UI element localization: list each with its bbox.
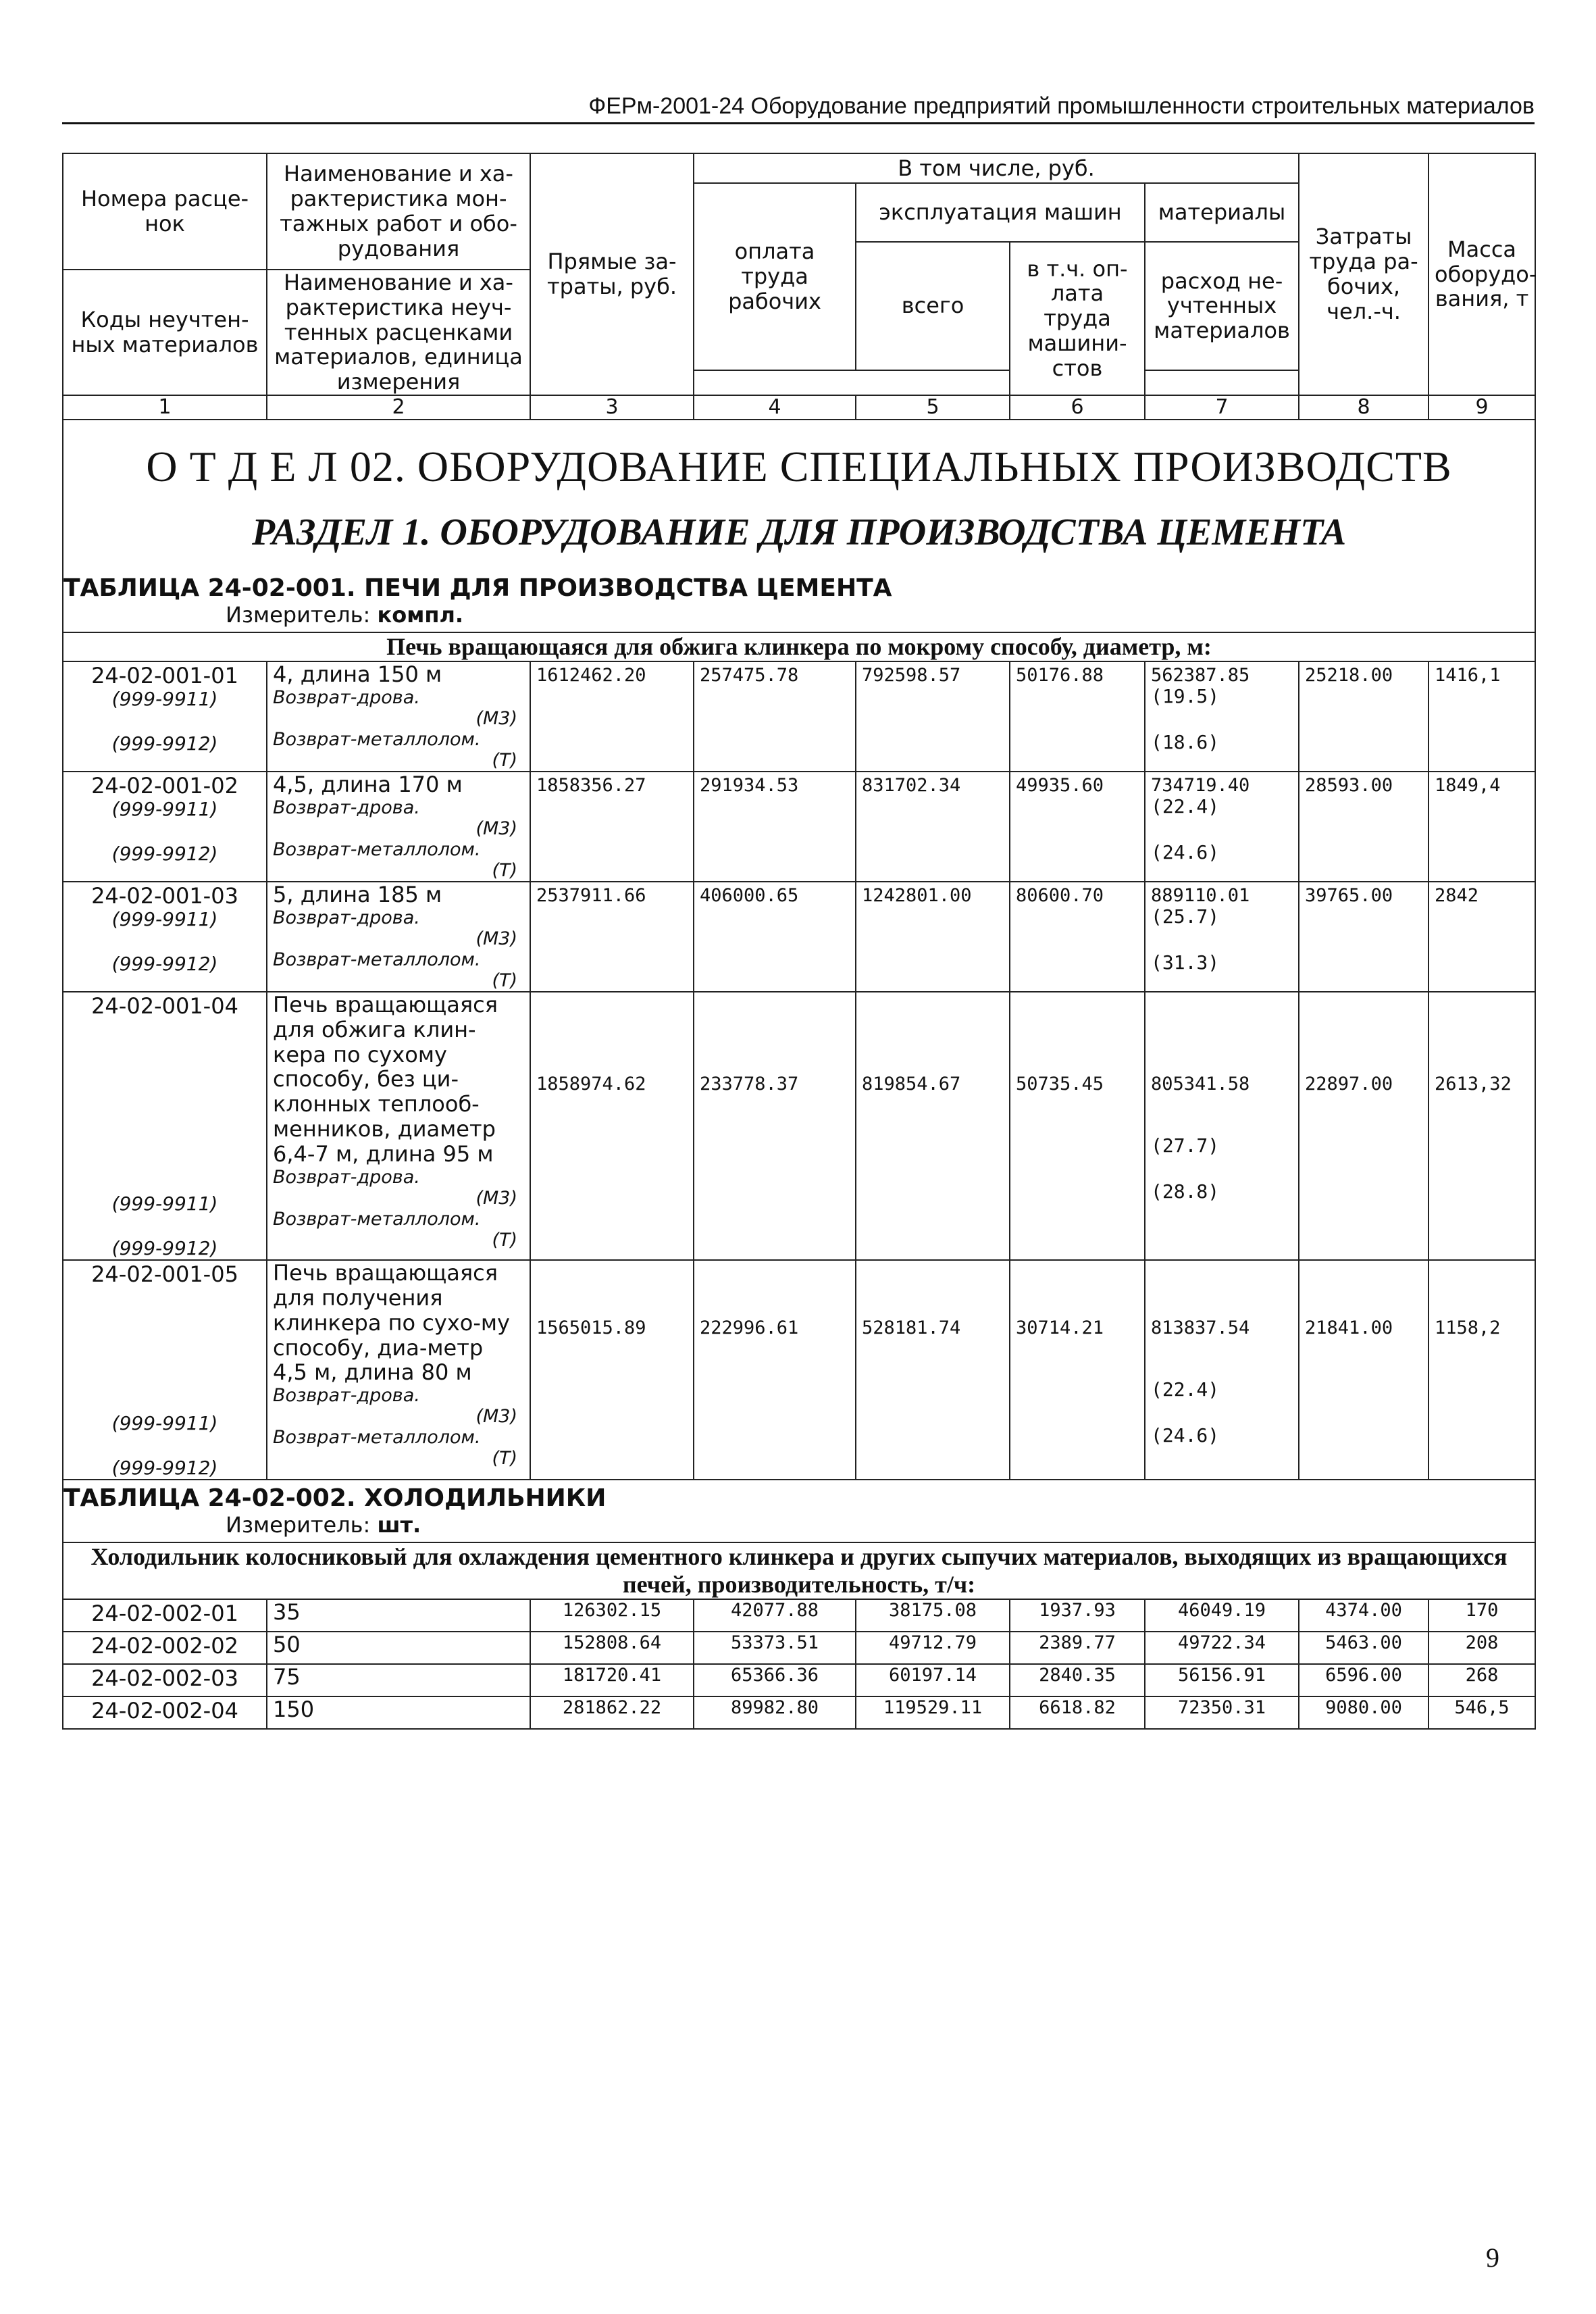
header-material-codes: Коды неучтен-ных материалов bbox=[63, 270, 267, 395]
value-c9: 2842 bbox=[1428, 882, 1535, 992]
rate-name: Печь вращающаяся для получения клинкера по сухо-му способу, диа-метр 4,5 м, длина 80 м bbox=[273, 1260, 510, 1386]
value-c5: 49712.79 bbox=[856, 1632, 1010, 1664]
rate-code: 24-02-002-02 bbox=[63, 1632, 267, 1664]
value-c5: 528181.74 bbox=[856, 1260, 1010, 1480]
value-c4: 222996.61 bbox=[694, 1260, 856, 1480]
razdel-title: РАЗДЕЛ 1. ОБОРУДОВАНИЕ ДЛЯ ПРОИЗВОДСТВА ЦЕМЕНТА bbox=[251, 511, 1347, 554]
header-materials: материалы bbox=[1145, 183, 1299, 242]
rate-row bbox=[63, 772, 1535, 882]
material-name: Возврат-дрова. bbox=[273, 1385, 420, 1407]
rate-name-cell bbox=[267, 882, 530, 992]
material-qty: (28.8) bbox=[1151, 1180, 1220, 1203]
value-c8: 22897.00 bbox=[1299, 992, 1428, 1260]
rate-row bbox=[63, 1696, 1535, 1729]
column-number: 2 bbox=[267, 395, 530, 420]
value-c7: 734719.40 bbox=[1151, 775, 1250, 797]
header-material-name: Наименование и ха-рактеристика неуч-тенных расценками материалов, единица измерения bbox=[267, 270, 530, 395]
value-c6: 50735.45 bbox=[1010, 992, 1145, 1260]
value-c8: 5463.00 bbox=[1299, 1632, 1428, 1664]
value-c8: 4374.00 bbox=[1299, 1599, 1428, 1632]
material-qty: (25.7) bbox=[1151, 905, 1220, 928]
value-c6: 30714.21 bbox=[1010, 1260, 1145, 1480]
value-c7: 889110.01 bbox=[1151, 885, 1250, 907]
material-name: Возврат-металлолом. bbox=[273, 949, 481, 970]
column-number: 8 bbox=[1299, 395, 1428, 420]
header-mass: Масса оборудо-вания, т bbox=[1428, 153, 1535, 395]
column-number: 5 bbox=[856, 395, 1010, 420]
header-labor: Затраты труда ра-бочих, чел.-ч. bbox=[1299, 153, 1428, 395]
material-qty: (19.5) bbox=[1151, 685, 1220, 708]
rate-code-cell bbox=[63, 1260, 267, 1480]
value-c9: 208 bbox=[1428, 1632, 1535, 1664]
material-qty: (27.7) bbox=[1151, 1134, 1220, 1157]
material-code: (999-9912) bbox=[111, 953, 218, 975]
rate-name: Печь вращающаяся для обжига клин-кера по сухому способу, без ци-клонных теплооб-менников, диаметр 6,4-7 м, длина 95 м bbox=[273, 992, 498, 1167]
value-c9: 170 bbox=[1428, 1599, 1535, 1632]
value-c4: 89982.80 bbox=[694, 1696, 856, 1729]
material-code: (999-9912) bbox=[111, 1236, 218, 1259]
header-machines: эксплуатация машин bbox=[856, 183, 1145, 242]
rate-name-cell bbox=[267, 992, 530, 1260]
material-qty: (24.6) bbox=[1151, 841, 1220, 864]
value-c4: 53373.51 bbox=[694, 1632, 856, 1664]
value-c9: 2613,32 bbox=[1428, 992, 1535, 1260]
value-c4: 257475.78 bbox=[694, 661, 856, 772]
material-code: (999-9912) bbox=[111, 1457, 218, 1480]
value-c7-cell bbox=[1145, 882, 1299, 992]
value-c8: 39765.00 bbox=[1299, 882, 1428, 992]
material-unit: (М3) bbox=[475, 928, 517, 949]
rate-name: 50 bbox=[267, 1632, 530, 1664]
value-c7-cell bbox=[1145, 992, 1299, 1260]
value-c7-cell bbox=[1145, 661, 1299, 772]
header-rate-numbers: Номера расце-нок bbox=[63, 153, 267, 270]
material-name: Возврат-металлолом. bbox=[273, 1208, 481, 1230]
value-c4: 291934.53 bbox=[694, 772, 856, 882]
material-name: Возврат-металлолом. bbox=[273, 838, 481, 860]
table1-title: ТАБЛИЦА 24-02-001. ПЕЧИ ДЛЯ ПРОИЗВОДСТВА ЦЕМЕНТА bbox=[63, 574, 892, 603]
value-c5: 819854.67 bbox=[856, 992, 1010, 1260]
rate-name-cell bbox=[267, 1260, 530, 1480]
column-number: 7 bbox=[1145, 395, 1299, 420]
rate-code-cell bbox=[63, 992, 267, 1260]
material-name: Возврат-дрова. bbox=[273, 797, 420, 818]
value-c3: 126302.15 bbox=[530, 1599, 694, 1632]
value-c5: 60197.14 bbox=[856, 1664, 1010, 1696]
table1-group-title: Печь вращающаяся для обжига клинкера по мокрому способу, диаметр, м: bbox=[63, 632, 1535, 661]
value-c9: 1416,1 bbox=[1428, 661, 1535, 772]
value-c6: 50176.88 bbox=[1010, 661, 1145, 772]
value-c6: 2840.35 bbox=[1010, 1664, 1145, 1696]
value-c6: 2389.77 bbox=[1010, 1632, 1145, 1664]
otdel-title: О Т Д Е Л 02. ОБОРУДОВАНИЕ СПЕЦИАЛЬНЫХ ПРОИЗВОДСТВ bbox=[146, 443, 1452, 491]
value-c8: 28593.00 bbox=[1299, 772, 1428, 882]
value-c5: 792598.57 bbox=[856, 661, 1010, 772]
material-code: (999-9912) bbox=[111, 842, 218, 865]
material-code: (999-9911) bbox=[111, 907, 218, 930]
material-name: Возврат-металлолом. bbox=[273, 1427, 481, 1449]
material-qty: (22.4) bbox=[1151, 1378, 1220, 1401]
material-unit: (Т) bbox=[492, 1229, 517, 1251]
material-name: Возврат-дрова. bbox=[273, 686, 420, 708]
value-c7: 49722.34 bbox=[1145, 1632, 1299, 1664]
rate-code-cell bbox=[63, 661, 267, 772]
rate-name-cell bbox=[267, 661, 530, 772]
value-c7: 805341.58 bbox=[1151, 1074, 1250, 1095]
value-c3: 1858356.27 bbox=[530, 772, 694, 882]
value-c8: 9080.00 bbox=[1299, 1696, 1428, 1729]
material-qty: (24.6) bbox=[1151, 1424, 1220, 1447]
rate-row bbox=[63, 992, 1535, 1260]
column-number: 4 bbox=[694, 395, 856, 420]
value-c4: 65366.36 bbox=[694, 1664, 856, 1696]
header-machines-total: всего bbox=[856, 242, 1010, 370]
value-c3: 281862.22 bbox=[530, 1696, 694, 1729]
rate-name: 150 bbox=[267, 1696, 530, 1729]
value-c7: 46049.19 bbox=[1145, 1599, 1299, 1632]
rate-code: 24-02-002-03 bbox=[63, 1664, 267, 1696]
rate-name: 5, длина 185 м bbox=[273, 882, 442, 908]
material-unit: (М3) bbox=[475, 1406, 517, 1428]
rate-name: 4, длина 150 м bbox=[273, 661, 442, 688]
value-c7-cell bbox=[1145, 1260, 1299, 1480]
column-number: 3 bbox=[530, 395, 694, 420]
value-c4: 42077.88 bbox=[694, 1599, 856, 1632]
value-c3: 2537911.66 bbox=[530, 882, 694, 992]
header-wages: оплата труда рабочих bbox=[694, 183, 856, 370]
material-unit: (Т) bbox=[492, 1448, 517, 1469]
rate-row bbox=[63, 882, 1535, 992]
rate-name-cell bbox=[267, 772, 530, 882]
material-unit: (Т) bbox=[492, 970, 517, 991]
value-c3: 1858974.62 bbox=[530, 992, 694, 1260]
value-c8: 25218.00 bbox=[1299, 661, 1428, 772]
page-number: 9 bbox=[1486, 2242, 1499, 2273]
rate-name: 35 bbox=[267, 1599, 530, 1632]
rate-code-cell bbox=[63, 772, 267, 882]
value-c5: 831702.34 bbox=[856, 772, 1010, 882]
header-machinist-wages: в т.ч. оп-лата труда машини-стов bbox=[1010, 242, 1145, 395]
header-work-name: Наименование и ха-рактеристика мон-тажных работ и обо-рудования bbox=[267, 153, 530, 270]
material-unit: (Т) bbox=[492, 749, 517, 771]
value-c3: 1612462.20 bbox=[530, 661, 694, 772]
material-code: (999-9912) bbox=[111, 732, 218, 755]
material-code: (999-9911) bbox=[111, 1192, 218, 1215]
table2-header-block bbox=[63, 1480, 1535, 1542]
rate-code: 24-02-002-01 bbox=[63, 1599, 267, 1632]
header-unaccounted-materials: расход не-учтенных материалов bbox=[1145, 242, 1299, 370]
material-unit: (Т) bbox=[492, 859, 517, 881]
value-c9: 546,5 bbox=[1428, 1696, 1535, 1729]
rate-row bbox=[63, 661, 1535, 772]
value-c7: 56156.91 bbox=[1145, 1664, 1299, 1696]
column-number: 1 bbox=[63, 395, 267, 420]
rates-table bbox=[62, 153, 1536, 1730]
value-c7: 72350.31 bbox=[1145, 1696, 1299, 1729]
value-c9: 1158,2 bbox=[1428, 1260, 1535, 1480]
column-number: 6 bbox=[1010, 395, 1145, 420]
section-block bbox=[63, 420, 1535, 632]
rate-code: 24-02-002-04 bbox=[63, 1696, 267, 1729]
header-incl: В том числе, руб. bbox=[694, 153, 1299, 183]
value-c8: 21841.00 bbox=[1299, 1260, 1428, 1480]
rate-code: 24-02-001-05 bbox=[91, 1261, 238, 1288]
value-c4: 233778.37 bbox=[694, 992, 856, 1260]
value-c7-cell bbox=[1145, 772, 1299, 882]
table2-group-title: Холодильник колосниковый для охлаждения цементного клинкера и других сыпучих материалов, выходящих из вращающихся печей, производительность, т/ч: bbox=[63, 1542, 1535, 1600]
material-qty: (22.4) bbox=[1151, 795, 1220, 818]
value-c3: 181720.41 bbox=[530, 1664, 694, 1696]
value-c3: 152808.64 bbox=[530, 1632, 694, 1664]
material-name: Возврат-дрова. bbox=[273, 1166, 420, 1188]
table2-meter: Измеритель: шт. bbox=[226, 1511, 421, 1538]
rate-code: 24-02-001-03 bbox=[91, 883, 238, 909]
material-qty: (18.6) bbox=[1151, 731, 1220, 754]
material-code: (999-9911) bbox=[111, 797, 218, 820]
value-c5: 1242801.00 bbox=[856, 882, 1010, 992]
value-c7: 813837.54 bbox=[1151, 1317, 1250, 1339]
value-c4: 406000.65 bbox=[694, 882, 856, 992]
table1-meter: Измеритель: компл. bbox=[226, 601, 464, 628]
value-c5: 38175.08 bbox=[856, 1599, 1010, 1632]
rate-row bbox=[63, 1260, 1535, 1480]
rate-row bbox=[63, 1632, 1535, 1664]
value-c9: 1849,4 bbox=[1428, 772, 1535, 882]
material-code: (999-9911) bbox=[111, 687, 218, 710]
value-c6: 1937.93 bbox=[1010, 1599, 1145, 1632]
material-code: (999-9911) bbox=[111, 1411, 218, 1434]
rate-code: 24-02-001-01 bbox=[91, 663, 238, 689]
header-direct-costs: Прямые за-траты, руб. bbox=[530, 153, 694, 395]
rate-code: 24-02-001-04 bbox=[91, 993, 238, 1019]
running-header: ФЕРм-2001-24 Оборудование предприятий промышленности строительных материалов bbox=[62, 93, 1535, 124]
material-name: Возврат-металлолом. bbox=[273, 728, 481, 750]
value-c6: 49935.60 bbox=[1010, 772, 1145, 882]
rate-name: 4,5, длина 170 м bbox=[273, 772, 463, 798]
value-c6: 6618.82 bbox=[1010, 1696, 1145, 1729]
table2-title: ТАБЛИЦА 24-02-002. ХОЛОДИЛЬНИКИ bbox=[63, 1484, 607, 1513]
value-c3: 1565015.89 bbox=[530, 1260, 694, 1480]
value-c9: 268 bbox=[1428, 1664, 1535, 1696]
rate-row bbox=[63, 1664, 1535, 1696]
column-numbers-row bbox=[63, 395, 1535, 420]
column-number: 9 bbox=[1428, 395, 1535, 420]
value-c7: 562387.85 bbox=[1151, 665, 1250, 686]
material-qty: (31.3) bbox=[1151, 951, 1220, 974]
material-unit: (М3) bbox=[475, 818, 517, 839]
rate-code-cell bbox=[63, 882, 267, 992]
rate-name: 75 bbox=[267, 1664, 530, 1696]
value-c8: 6596.00 bbox=[1299, 1664, 1428, 1696]
material-unit: (М3) bbox=[475, 1187, 517, 1209]
value-c5: 119529.11 bbox=[856, 1696, 1010, 1729]
value-c6: 80600.70 bbox=[1010, 882, 1145, 992]
rate-code: 24-02-001-02 bbox=[91, 773, 238, 799]
material-unit: (М3) bbox=[475, 707, 517, 729]
material-name: Возврат-дрова. bbox=[273, 907, 420, 928]
rate-row bbox=[63, 1599, 1535, 1632]
